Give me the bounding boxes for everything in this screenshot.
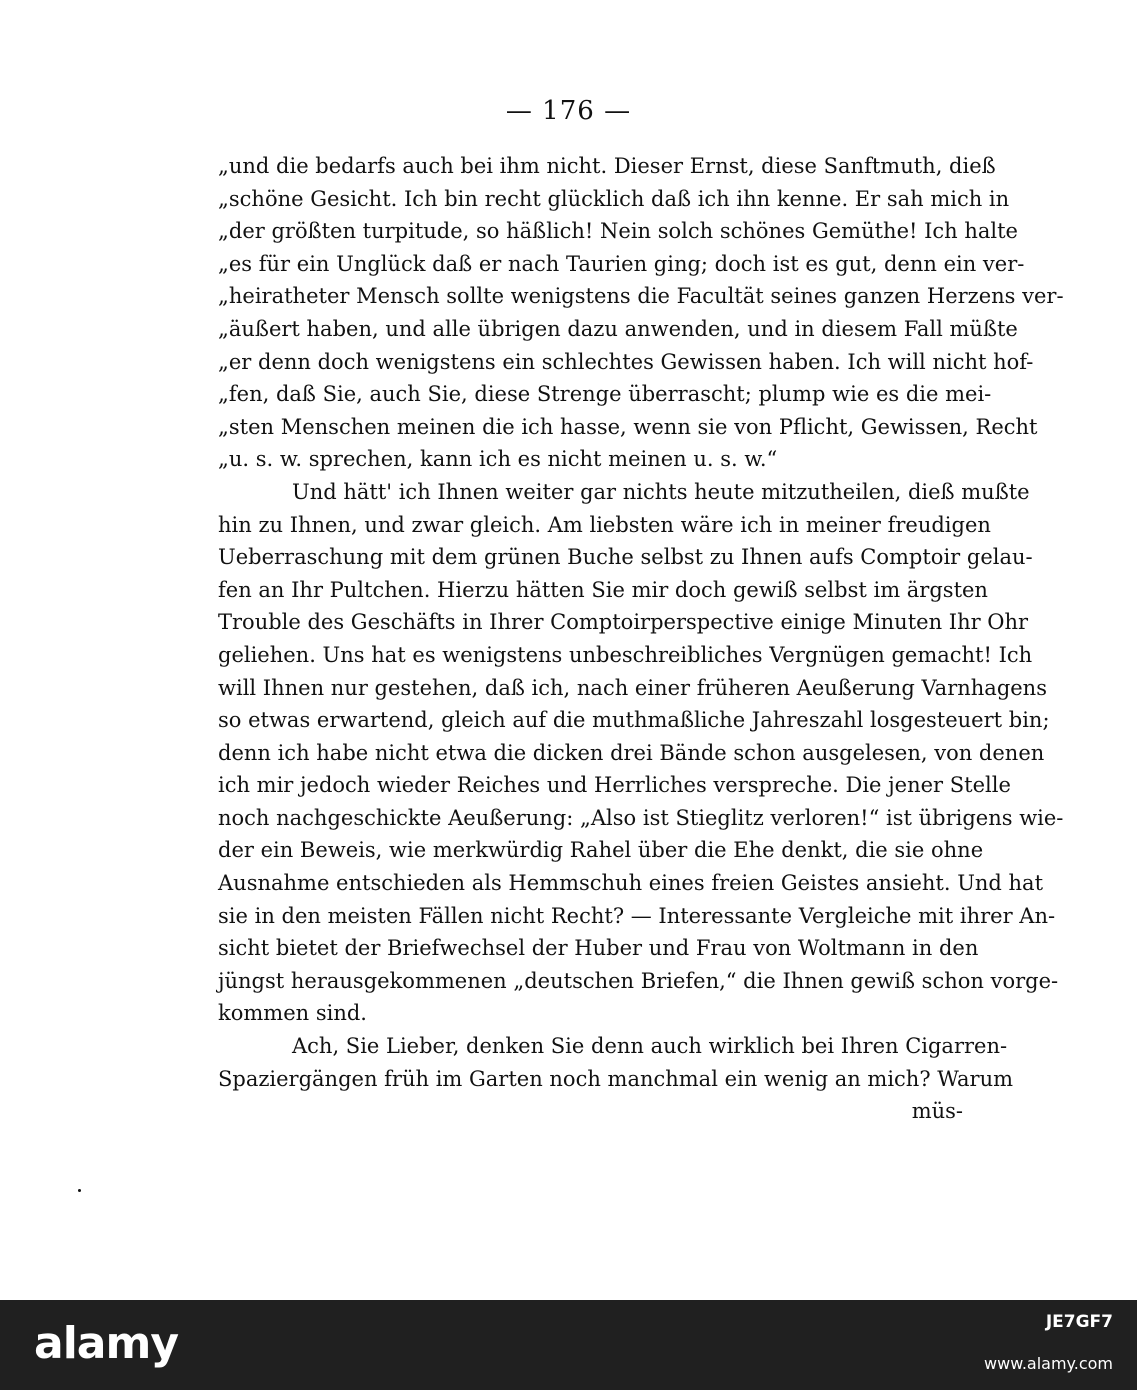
- page-number: — 176 —: [505, 96, 632, 126]
- text-line: der ein Beweis, wie merkwürdig Rahel über die Ehe denkt, die sie ohne: [218, 838, 984, 863]
- text-line: kommen sind.: [218, 1001, 367, 1026]
- paragraph-1: [218, 150, 1064, 476]
- catchword: müs-: [911, 1099, 963, 1124]
- paragraph-3: [218, 1030, 1014, 1095]
- text-line: „der größten turpitude, so häßlich! Nein solch schönes Gemüthe! Ich halte: [218, 219, 1018, 244]
- text-line: fen an Ihr Pultchen. Hierzu hätten Sie mir doch gewiß selbst im ärgsten: [218, 577, 988, 602]
- text-line: „schöne Gesicht. Ich bin recht glücklich daß ich ihn kenne. Er sah mich in: [218, 186, 1010, 211]
- text-line: jüngst herausgekommenen „deutschen Briefen,“ die Ihnen gewiß schon vorge-: [218, 968, 1059, 993]
- body-text: [218, 150, 1064, 1128]
- text-line: so etwas erwartend, gleich auf die muthmaßliche Jahreszahl losgesteuert bin;: [218, 708, 1050, 733]
- text-line: hin zu Ihnen, und zwar gleich. Am liebsten wäre ich in meiner freudigen: [218, 512, 991, 537]
- text-line: denn ich habe nicht etwa die dicken drei Bände schon ausgelesen, von denen: [218, 740, 1045, 765]
- alamy-logo: alamy: [34, 1318, 178, 1369]
- text-line: sicht bietet der Briefwechsel der Huber und Frau von Woltmann in den: [218, 936, 979, 961]
- text-line: Ach, Sie Lieber, denken Sie denn auch wirklich bei Ihren Cigarren-: [292, 1034, 1008, 1059]
- text-line: Spaziergängen früh im Garten noch manchmal ein wenig an mich? Warum: [218, 1066, 1014, 1091]
- text-line: „heiratheter Mensch sollte wenigstens die Facultät seines ganzen Herzens ver-: [218, 284, 1064, 309]
- text-line: Und hätt' ich Ihnen weiter gar nichts heute mitzutheilen, dieß mußte: [292, 479, 1030, 504]
- paragraph-2: [218, 476, 1064, 1030]
- text-line: Ueberraschung mit dem grünen Buche selbst zu Ihnen aufs Comptoir gelau-: [218, 545, 1033, 570]
- text-line: Trouble des Geschäfts in Ihrer Comptoirperspective einige Minuten Ihr Ohr: [218, 610, 1029, 635]
- text-line: „fen, daß Sie, auch Sie, diese Strenge überrascht; plump wie es die mei-: [218, 382, 992, 407]
- image-id: JE7GF7: [1045, 1312, 1113, 1332]
- text-line: sie in den meisten Fällen nicht Recht? — Interessante Vergleiche mit ihrer An-: [218, 903, 1056, 928]
- text-line: „sten Menschen meinen die ich hasse, wenn sie von Pflicht, Gewissen, Recht: [218, 414, 1038, 439]
- text-line: „u. s. w. sprechen, kann ich es nicht meinen u. s. w.“: [218, 447, 778, 472]
- site-url: www.alamy.com: [984, 1354, 1113, 1373]
- text-line: noch nachgeschickte Aeußerung: „Also ist Stieglitz verloren!“ ist übrigens wie-: [218, 805, 1064, 830]
- text-line: ich mir jedoch wieder Reiches und Herrliches verspreche. Die jener Stelle: [218, 773, 1011, 798]
- text-line: „äußert haben, und alle übrigen dazu anwenden, und in diesem Fall müßte: [218, 316, 1018, 341]
- text-line: Ausnahme entschieden als Hemmschuh eines freien Geistes ansieht. Und hat: [218, 871, 1044, 896]
- text-line: „es für ein Unglück daß er nach Taurien ging; doch ist es gut, denn ein ver-: [218, 251, 1025, 276]
- ink-speck: [78, 1189, 81, 1192]
- text-line: „er denn doch wenigstens ein schlechtes Gewissen haben. Ich will nicht hof-: [218, 349, 1034, 374]
- text-line: will Ihnen nur gestehen, daß ich, nach einer früheren Aeußerung Varnhagens: [218, 675, 1047, 700]
- watermark-banner: [0, 1300, 1137, 1390]
- text-line: geliehen. Uns hat es wenigstens unbeschreibliches Vergnügen gemacht! Ich: [218, 642, 1033, 667]
- text-line: „und die bedarfs auch bei ihm nicht. Dieser Ernst, diese Sanftmuth, dieß: [218, 154, 996, 178]
